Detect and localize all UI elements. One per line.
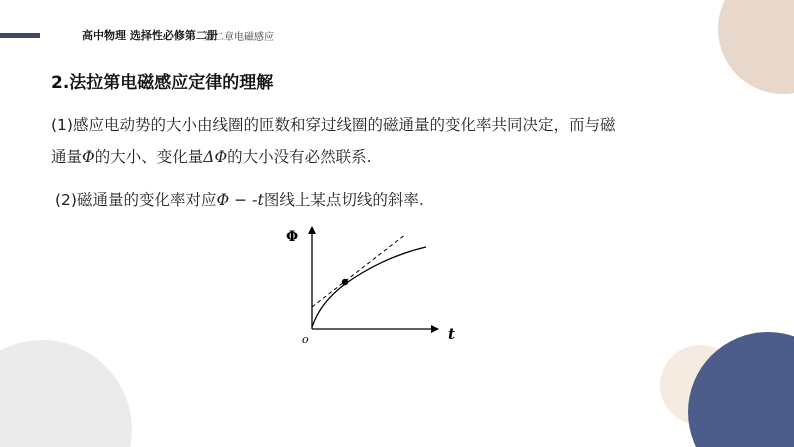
p2-text-b: 图线上某点切线的斜率. <box>263 191 424 209</box>
delta-phi-symbol: ΔΦ <box>203 148 228 166</box>
p2-dash: − - <box>229 191 258 209</box>
phi-symbol-2: Φ <box>216 191 230 209</box>
p1-text-b: 的大小、变化量 <box>94 148 204 166</box>
t-symbol: t <box>257 191 264 209</box>
header-title: 高中物理 选择性必修第二册 <box>82 29 218 42</box>
decor-circle-bottom-left <box>0 340 132 447</box>
origin-label: o <box>302 333 309 346</box>
phi-curve <box>312 247 426 327</box>
phi-symbol: Φ <box>82 148 95 166</box>
header-subtitle: 第二章电磁感应 <box>204 32 274 43</box>
paragraph-1-line-2 <box>51 145 372 167</box>
paragraph-1-line-1: (1)感应电动势的大小由线圈的匝数和穿过线圈的磁通量的变化率共同决定，而与磁 <box>51 116 616 134</box>
decor-circle-top-right <box>718 0 794 94</box>
p2-text-a: (2)磁通量的变化率对应 <box>55 191 217 209</box>
p1-text-c: 的大小没有必然联系. <box>227 148 372 166</box>
p1-text-a: 通量 <box>51 148 83 166</box>
tangent-line <box>312 234 406 307</box>
paragraph-2 <box>55 188 424 210</box>
section-heading: 2.法拉第电磁感应定律的理解 <box>51 73 274 93</box>
tangent-point <box>342 279 348 285</box>
y-axis-label: Φ <box>286 229 299 245</box>
phi-t-graph <box>280 215 480 355</box>
header-accent-bar <box>0 33 40 38</box>
phi-t-graph-svg <box>280 215 480 355</box>
x-axis-label: t <box>448 325 455 343</box>
